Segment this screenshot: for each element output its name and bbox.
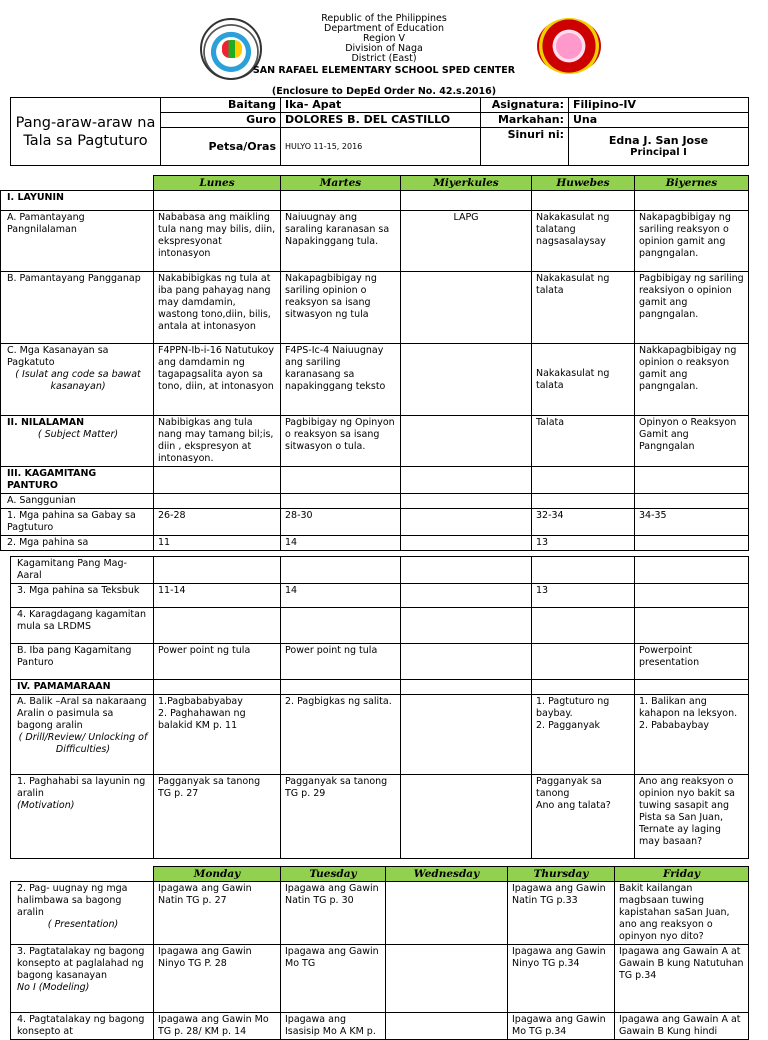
sinuri-title: Principal I: [630, 146, 687, 158]
enclosure-note: (Enclosure to DepEd Order No. 42.s.2016): [271, 86, 497, 97]
cell: Nakakasulat ng talata: [532, 272, 635, 344]
cell: Naiuugnay ang saraling karanasan sa Napakinggang tula.: [281, 211, 401, 272]
cell: [401, 344, 532, 416]
row-label: 2. Mga pahina sa: [1, 536, 154, 551]
row-label: [11, 945, 154, 1013]
cell: 2. Pagbigkas ng salita.: [281, 695, 401, 775]
header-line: District (East): [351, 53, 417, 64]
document-title: Pang-araw-araw na Tala sa Pagtuturo: [11, 98, 161, 166]
sinuri-name: Edna J. San Jose: [608, 133, 709, 147]
day-header: Martes: [281, 176, 401, 191]
cell: [635, 536, 749, 551]
row-label: A. Sanggunian: [1, 494, 154, 509]
row-label: Kagamitang Pang Mag-Aaral: [11, 557, 154, 584]
row-note: (Motivation): [17, 800, 75, 811]
cell: 13: [532, 584, 635, 608]
row-label: 3. Mga pahina sa Teksbuk: [11, 584, 154, 608]
row-label-text: II. NILALAMAN: [7, 417, 85, 428]
section-kagamitang: III. KAGAMITANG PANTURO: [1, 467, 154, 494]
row-note: ( Subject Matter): [37, 429, 119, 440]
cell: Pagbibigay ng sariling reaksiyon o opinion gamit ang pangngalan.: [635, 272, 749, 344]
cell: [401, 509, 532, 536]
cell: Ipagawa ang Gawin Natin TG p.33: [508, 882, 615, 945]
cell: Ipagawa ang Gawin Mo TG: [281, 945, 386, 1013]
asignatura-value: Filipino-IV: [569, 98, 749, 113]
cell: 34-35: [635, 509, 749, 536]
markahan-value: Una: [569, 113, 749, 128]
day-header: Tuesday: [281, 867, 386, 882]
day-header: Huwebes: [532, 176, 635, 191]
asignatura-label: Asignatura:: [481, 98, 569, 113]
cell: Talata: [532, 416, 635, 467]
row-note: ( Isulat ang code sa bawat kasanayan): [15, 369, 141, 392]
day-header: Wednesday: [386, 867, 508, 882]
cell: Nababasa ang maikling tula nang may bilis, diin, ekspresyonat intonasyon: [154, 211, 281, 272]
cell: 14: [281, 584, 401, 608]
cell: 14: [281, 536, 401, 551]
cell: F4PPN-Ib-i-16 Natutukoy ang damdamin ng tagapagsalita ayon sa tono, diin, at intonasyon: [154, 344, 281, 416]
section-pamamaraan: IV. PAMAMARAAN: [11, 680, 154, 695]
header-line: Republic of the Philippines: [321, 13, 447, 24]
cell: [401, 272, 532, 344]
baitang-label: Baitang: [161, 98, 281, 113]
cell: Pagganyak sa tanong Ano ang talata?: [532, 775, 635, 859]
cell: [635, 584, 749, 608]
cell: [401, 584, 532, 608]
cell: Nakabibigkas ng tula at iba pang pahayag nang may damdamin, wastong tono,diin, bilis, antala at intonasyon: [154, 272, 281, 344]
cell: Nakapagbibigay ng sariling opinion o reaksyon sa isang sitwasyon ng tula: [281, 272, 401, 344]
day-header: Miyerkules: [401, 176, 532, 191]
day-header: Monday: [154, 867, 281, 882]
row-label-text: 1. Paghahabi sa layunin ng aralin: [17, 776, 146, 799]
cell: LAPG: [401, 211, 532, 272]
row-label-text: A. Balik –Aral sa nakaraang Aralin o pasimula sa bagong aralin: [17, 696, 147, 731]
cell: [401, 775, 532, 859]
cell: [386, 945, 508, 1013]
cell: Nabibigkas ang tula nang may tamang bil;is, diin , ekspresyon at intonasyon.: [154, 416, 281, 467]
cell: [401, 416, 532, 467]
cell: Pagbibigay ng Opinyon o reaksyon sa isang sitwasyon o tula.: [281, 416, 401, 467]
cell: Power point ng tula: [281, 644, 401, 680]
cell: Ipagawa ang Gawin Ninyo TG P. 28: [154, 945, 281, 1013]
sinuri-value: [569, 128, 749, 166]
cell: Nakakasulat ng talata: [532, 344, 635, 416]
guro-value: DOLORES B. DEL CASTILLO: [281, 113, 481, 128]
cell: [401, 644, 532, 680]
cell: 32-34: [532, 509, 635, 536]
cell: Ipagawa ang Isasisip Mo A KM p.: [281, 1013, 386, 1040]
row-label: [11, 882, 154, 945]
row-note: ( Drill/Review/ Unlocking of Difficulties): [18, 732, 148, 755]
cell: Ipagawa ang Gawin Natin TG p. 27: [154, 882, 281, 945]
baitang-value: Ika- Apat: [281, 98, 481, 113]
lesson-table-1: [0, 175, 749, 551]
day-header: Thursday: [508, 867, 615, 882]
day-header: Biyernes: [635, 176, 749, 191]
cell: Ipagawa ang Gawain A at Gawain B kung Natutuhan TG p.34: [615, 945, 749, 1013]
cell: [532, 644, 635, 680]
row-label: A. Pamantayang Pangnilalaman: [1, 211, 154, 272]
cell: Ipagawa ang Gawain A at Gawain B Kung hindi: [615, 1013, 749, 1040]
row-note: ( Presentation): [47, 919, 119, 930]
blank-cell: [1, 176, 154, 191]
guro-label: Guro: [161, 113, 281, 128]
cell: 11: [154, 536, 281, 551]
cell: Ipagawa ang Gawin Mo TG p.34: [508, 1013, 615, 1040]
info-table: [10, 97, 749, 166]
row-label: B. Pamantayang Pangganap: [1, 272, 154, 344]
cell: 1. Balikan ang kahapon na leksyon. 2. Pababaybay: [635, 695, 749, 775]
row-label: 4. Pagtatalakay ng bagong konsepto at: [11, 1013, 154, 1040]
cell: F4PS-Ic-4 Naiuugnay ang sariling karanasang sa napakinggang teksto: [281, 344, 401, 416]
petsa-value: HULYO 11-15, 2016: [281, 128, 481, 166]
cell: 13: [532, 536, 635, 551]
cell: Ipagawa ang Gawin Natin TG p. 30: [281, 882, 386, 945]
row-note: No I (Modeling): [17, 982, 90, 993]
row-label: [1, 416, 154, 467]
day-header: Friday: [615, 867, 749, 882]
cell: 28-30: [281, 509, 401, 536]
sinuri-label: Sinuri ni:: [481, 128, 569, 166]
cell: Pagganyak sa tanong TG p. 27: [154, 775, 281, 859]
cell: 26-28: [154, 509, 281, 536]
row-label: 4. Karagdagang kagamitan mula sa LRDMS: [11, 608, 154, 644]
day-header: Lunes: [154, 176, 281, 191]
cell: Ipagawa ang Gawin Ninyo TG p.34: [508, 945, 615, 1013]
header-line: Region V: [362, 33, 406, 44]
row-label-text: 3. Pagtatalakay ng bagong konsepto at paglalahad ng bagong kasanayan: [17, 946, 145, 981]
row-label: B. Iba pang Kagamitang Panturo: [11, 644, 154, 680]
cell: [386, 1013, 508, 1040]
markahan-label: Markahan:: [481, 113, 569, 128]
row-label: [11, 695, 154, 775]
row-label-text: 2. Pag- uugnay ng mga halimbawa sa bagong aralin: [17, 883, 128, 918]
cell: Nakkapagbibigay ng opinion o reaksyon gamit ang pangngalan.: [635, 344, 749, 416]
cell: [386, 882, 508, 945]
cell: 11-14: [154, 584, 281, 608]
row-label: 1. Mga pahina sa Gabay sa Pagtuturo: [1, 509, 154, 536]
cell: 1.Pagbababyabay 2. Paghahawan ng balakid KM p. 11: [154, 695, 281, 775]
petsa-label: Petsa/Oras: [161, 128, 281, 166]
cell: Nakakasulat ng talatang nagsasalaysay: [532, 211, 635, 272]
lesson-table-2: [10, 556, 749, 859]
cell: Ano ang reaksyon o opinion nyo bakit sa tuwing sasapit ang Pista sa San Juan, Ternate ay laging may basaan?: [635, 775, 749, 859]
cell: Pagganyak sa tanong TG p. 29: [281, 775, 401, 859]
section-layunin: I. LAYUNIN: [1, 191, 154, 211]
cell: [401, 695, 532, 775]
cell: Power point ng tula: [154, 644, 281, 680]
document-header: [0, 0, 768, 96]
cell: Nakapagbibigay ng sariling reaksyon o opinion gamit ang pangngalan.: [635, 211, 749, 272]
cell: Ipagawa ang Gawin Mo TG p. 28/ KM p. 14: [154, 1013, 281, 1040]
blank-cell: [11, 867, 154, 882]
cell: 1. Pagtuturo ng baybay. 2. Pagganyak: [532, 695, 635, 775]
cell: Powerpoint presentation: [635, 644, 749, 680]
row-label: [11, 775, 154, 859]
cell: Bakit kailangan magbsaan tuwing kapistahan saSan Juan, ano ang reaksyon o opinyon nyo dito?: [615, 882, 749, 945]
header-line: Division of Naga: [345, 43, 423, 54]
school-name: SAN RAFAEL ELEMENTARY SCHOOL SPED CENTER: [252, 65, 516, 76]
row-label: [1, 344, 154, 416]
lesson-table-3: [10, 866, 749, 1040]
cell: [401, 536, 532, 551]
row-label-text: C. Mga Kasanayan sa Pagkatuto: [7, 345, 109, 368]
header-line: Department of Education: [324, 23, 444, 34]
cell: Opinyon o Reaksyon Gamit ang Pangngalan: [635, 416, 749, 467]
